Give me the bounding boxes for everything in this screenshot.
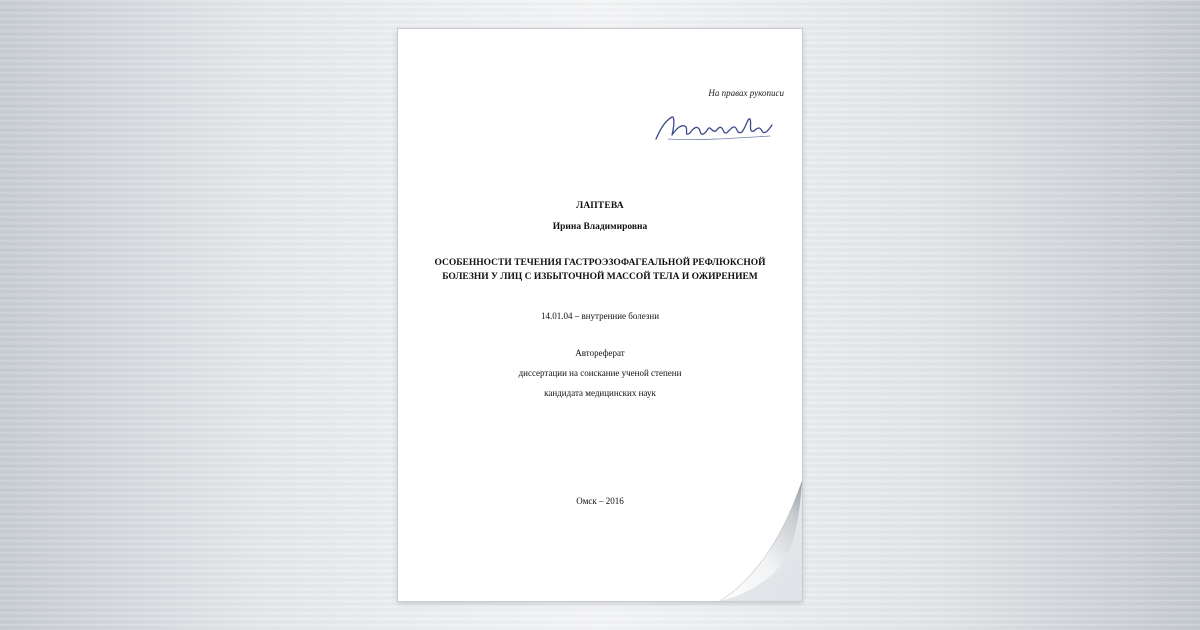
specialty-code: 14.01.04 – внутренние болезни [540, 311, 660, 321]
author-full-name: Ирина Владимировна [552, 222, 648, 232]
dissertation-title-line-2: БОЛЕЗНИ У ЛИЦ С ИЗБЫТОЧНОЙ МАССОЙ ТЕЛА И ОЖИРЕНИЕМ [442, 272, 758, 282]
author-surname: ЛАПТЕВА [576, 201, 624, 211]
document-type: Автореферат [575, 348, 625, 358]
dissertation-title-line-1: ОСОБЕННОСТИ ТЕЧЕНИЯ ГАСТРОЭЗОФАГЕАЛЬНОЙ РЕФЛЮКСНОЙ [434, 258, 766, 268]
degree-line-1: диссертации на соискание ученой степени [518, 368, 682, 378]
document-page [398, 29, 802, 601]
page-curl [712, 481, 802, 601]
degree-line-2: кандидата медицинских наук [544, 388, 656, 398]
handwritten-signature [648, 105, 778, 145]
city-year: Омск – 2016 [576, 496, 624, 506]
rights-note: На правах рукописи [708, 88, 784, 98]
